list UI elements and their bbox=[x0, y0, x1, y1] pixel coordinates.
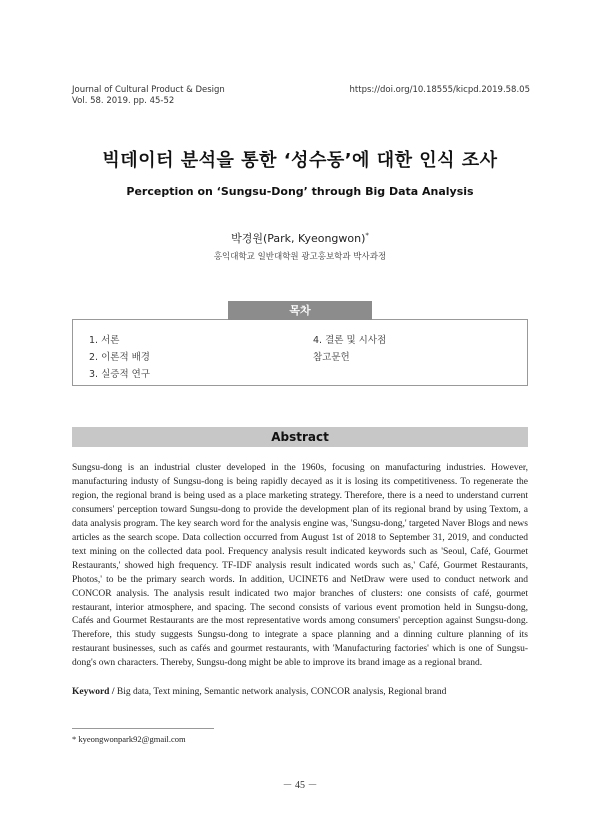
affiliation: 홍익대학교 일반대학원 광고홍보학과 박사과정 bbox=[213, 252, 387, 262]
author-name: 박경원(Park, Kyeongwon) bbox=[231, 232, 366, 245]
footnote-divider bbox=[72, 728, 214, 729]
author-footnote-mark: * bbox=[365, 231, 369, 240]
toc-item: 1. 서론 bbox=[89, 335, 120, 346]
toc-item: 3. 실증적 연구 bbox=[89, 369, 150, 380]
toc-item: 4. 결론 및 시사점 bbox=[313, 335, 387, 346]
author bbox=[0, 230, 600, 246]
toc-box bbox=[72, 319, 528, 386]
journal-volume: Vol. 58. 2019. pp. 45-52 bbox=[72, 96, 175, 106]
toc-item: 참고문헌 bbox=[313, 352, 350, 363]
doi-link[interactable]: https://doi.org/10.18555/kicpd.2019.58.05 bbox=[349, 85, 530, 95]
toc-header: 목차 bbox=[228, 301, 372, 320]
abstract-body: Sungsu-dong is an industrial cluster developed in the 1960s, focusing on manufacturing industries. However, manufacturing industy of Sungsu-dong is being rapidly decayed as it is losing its competitiveness. To regenerate the region, the regional brand is being used as a place marketing strategy. Therefore, there is a need to understand current consumers' perception toward Sungsu-dong to provide the development plan of its regional brand by using Textom, a data analysis program. The key search word for the analysis engine was, 'Sungsu-dong,' targeted Naver Blogs and news articles as the search scope. Data collection occurred from August 1st of 2018 to September 31, 2019, and conducted text mining on the collected data pool. Frequency analysis result indicated keywords such as 'Seoul, Café, Gourmet Restaurants,' showed high frequency. TF-IDF analysis result indicated words such as,' Café, Gourmet Restaurants, Photos,' to be the primary search words. In addition, UCINET6 and NetDraw were used to conduct network and CONCOR analysis. The analysis result indicated two major branches of clusters: one consists of café, gourmet restaurant, interior atmosphere, and spacing. The second consists of various event promotion held in Sungsu-dong, Cafés and Gourmet Restaurants are the most representative words among consumers' perception against Sungsu-dong. Therefore, this study suggests Sungsu-dong to integrate a space planning and a dinning culture planning of its restaurant businesses, such as cafés and gourmet restaurants, with 'Manufacturing factories' which is one of Sungsu-dong's own characters. Thereby, Sungsu-dong might be able to improve its brand image as a regional brand. bbox=[72, 463, 528, 669]
journal-info bbox=[72, 85, 225, 107]
toc-item: 2. 이론적 배경 bbox=[89, 352, 150, 363]
toc-left-column bbox=[89, 332, 150, 383]
footnote-email: * kyeongwonpark92@gmail.com bbox=[72, 734, 186, 744]
keywords bbox=[72, 687, 528, 697]
page-number: － 45 － bbox=[282, 780, 318, 791]
keyword-list: Big data, Text mining, Semantic network analysis, CONCOR analysis, Regional brand bbox=[116, 687, 447, 697]
abstract-heading: Abstract bbox=[72, 427, 528, 447]
title-english: Perception on ‘Sungsu-Dong’ through Big Data Analysis bbox=[126, 185, 474, 198]
journal-name: Journal of Cultural Product & Design bbox=[72, 85, 225, 95]
toc-right-column bbox=[313, 332, 386, 366]
keyword-label: Keyword / bbox=[72, 687, 115, 697]
title-korean: 빅데이터 분석을 통한 ‘성수동’에 대한 인식 조사 bbox=[102, 150, 498, 171]
